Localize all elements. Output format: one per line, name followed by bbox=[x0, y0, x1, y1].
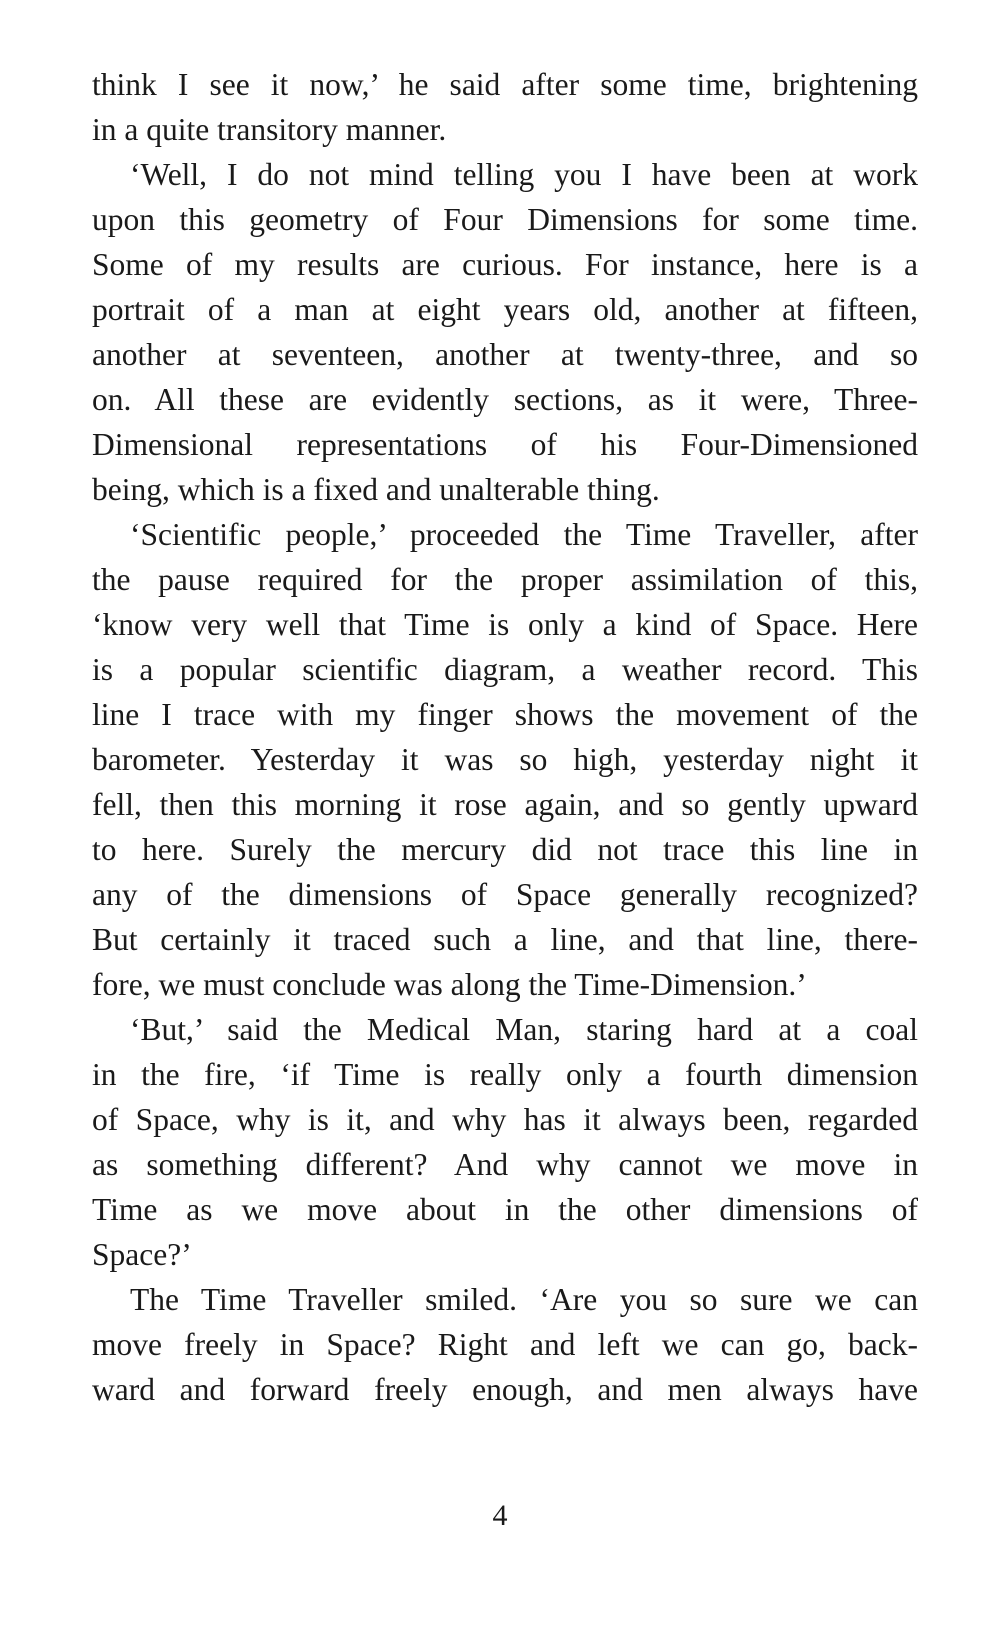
text-line: fore, we must conclude was along the Time-Dimension.’ bbox=[92, 967, 807, 1002]
text-line: in the fire, ‘if Time is really only a fourth dimension bbox=[92, 1057, 918, 1092]
text-line: ‘know very well that Time is only a kind of Space. Here bbox=[92, 607, 918, 642]
text-line: on. All these are evidently sections, as it were, Three- bbox=[92, 382, 918, 417]
text-line: Dimensional representations of his Four-Dimensioned bbox=[92, 427, 918, 462]
page-body bbox=[92, 62, 918, 1412]
paragraph bbox=[92, 152, 918, 512]
text-line: The Time Traveller smiled. ‘Are you so sure we can bbox=[130, 1282, 918, 1317]
text-line: ‘Scientific people,’ proceeded the Time Traveller, after bbox=[130, 517, 918, 552]
text-line: fell, then this morning it rose again, and so gently upward bbox=[92, 787, 918, 822]
text-line: in a quite transitory manner. bbox=[92, 112, 447, 147]
text-line: the pause required for the proper assimilation of this, bbox=[92, 562, 918, 597]
text-line: line I trace with my finger shows the movement of the bbox=[92, 697, 918, 732]
paragraph bbox=[92, 62, 918, 152]
text-line: of Space, why is it, and why has it always been, regarded bbox=[92, 1102, 918, 1137]
text-line: Time as we move about in the other dimensions of bbox=[92, 1192, 918, 1227]
text-line: Some of my results are curious. For instance, here is a bbox=[92, 247, 918, 282]
page-number: 4 bbox=[492, 1499, 508, 1532]
text-line: Space?’ bbox=[92, 1237, 192, 1272]
text-line: barometer. Yesterday it was so high, yesterday night it bbox=[92, 742, 918, 777]
text-line: being, which is a fixed and unalterable thing. bbox=[92, 472, 660, 507]
text-line: is a popular scientific diagram, a weather record. This bbox=[92, 652, 918, 687]
text-line: as something different? And why cannot we move in bbox=[92, 1147, 918, 1182]
text-line: ward and forward freely enough, and men always have bbox=[92, 1372, 918, 1407]
text-line: portrait of a man at eight years old, another at fifteen, bbox=[92, 292, 918, 327]
text-line: think I see it now,’ he said after some time, brightening bbox=[92, 67, 918, 102]
text-line: another at seventeen, another at twenty-three, and so bbox=[92, 337, 918, 372]
paragraph bbox=[92, 512, 918, 1007]
paragraph bbox=[92, 1007, 918, 1277]
text-line: upon this geometry of Four Dimensions for some time. bbox=[92, 202, 918, 237]
text-line: ‘But,’ said the Medical Man, staring hard at a coal bbox=[130, 1012, 918, 1047]
text-line: But certainly it traced such a line, and that line, there- bbox=[92, 922, 918, 957]
text-line: to here. Surely the mercury did not trace this line in bbox=[92, 832, 918, 867]
text-line: ‘Well, I do not mind telling you I have been at work bbox=[130, 157, 918, 192]
paragraph bbox=[92, 1277, 918, 1412]
text-line: any of the dimensions of Space generally recognized? bbox=[92, 877, 918, 912]
text-line: move freely in Space? Right and left we can go, back- bbox=[92, 1327, 918, 1362]
